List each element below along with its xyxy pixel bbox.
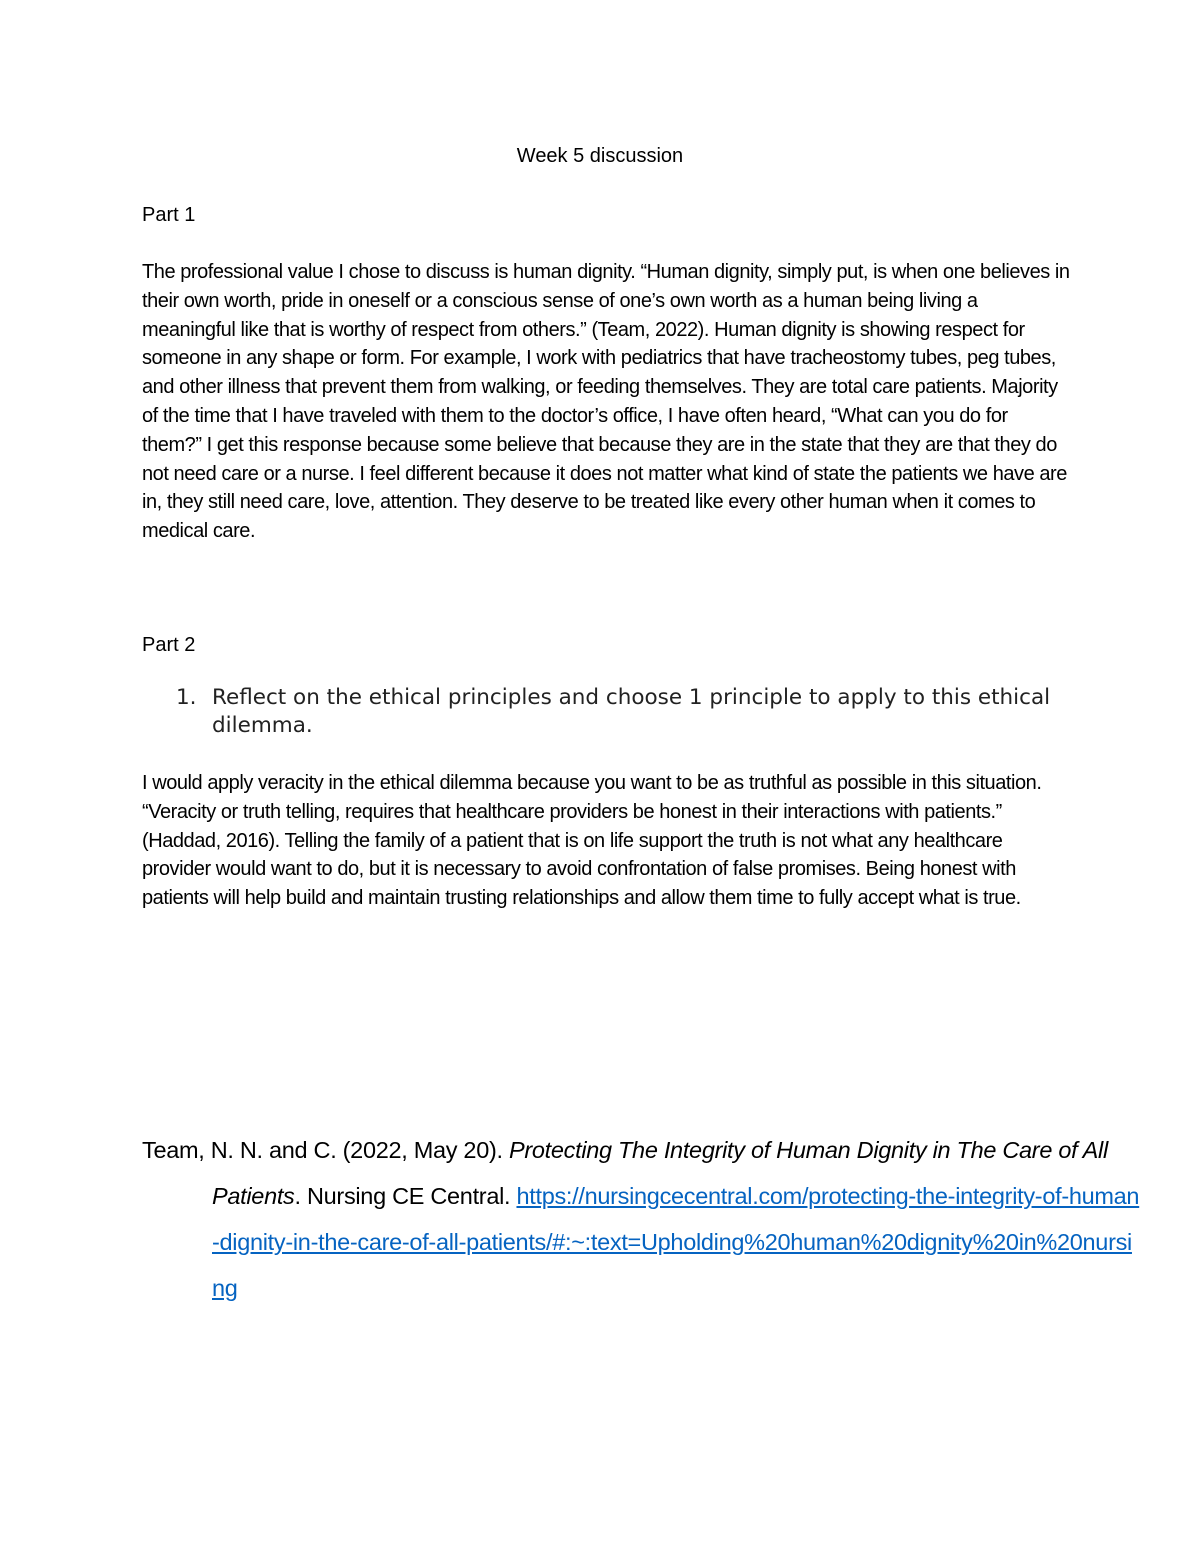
list-number: 1.	[176, 685, 197, 710]
part-2-paragraph: I would apply veracity in the ethical dilemma because you want to be as truthful as possible in this situation. “Veracity or truth telling, requires that healthcare providers be honest in their interactions with patients.” (Haddad, 2016). Telling the family of a patient that is on life support the truth is not what any healthcare provider would want to do, but it is necessary to avoid confrontation of false promises. Being honest with patients will help build and maintain trusting relationships and allow them time to fully accept what is true.	[142, 772, 1042, 910]
part-1-heading: Part 1	[142, 204, 196, 226]
reference-entry	[142, 1127, 1142, 1311]
part-2-heading: Part 2	[142, 634, 196, 656]
reference-title: Protecting The Integrity of Human Dignity in The Care of All Patients	[212, 1137, 1108, 1209]
list-item-text: Reflect on the ethical principles and choose 1 principle to apply to this ethical dilemma.	[212, 685, 1051, 738]
part-1-paragraph: The professional value I chose to discuss is human dignity. “Human dignity, simply put, is when one believes in their own worth, pride in oneself or a conscious sense of one’s own worth as a human being living a meaningful like that is worthy of respect from others.” (Team, 2022). Human dignity is showing respect for someone in any shape or form. For example, I work with pediatrics that have tracheostomy tubes, peg tubes, and other illness that prevent them from walking, or feeding themselves. They are total care patients. Majority of the time that I have traveled with them to the doctor’s office, I have often heard, “What can you do for them?” I get this response because some believe that because they are in the state that they are that they do not need care or a nurse. I feel different because it does not matter what kind of state the patients we have are in, they still need care, love, attention. They deserve to be treated like every other human when it comes to medical care.	[142, 261, 1070, 543]
reference-link[interactable]: https://nursingcecentral.com/protecting-the-integrity-of-human-dignity-in-the-care-of-all-patients/#:~:text=Upholding%20human%20dignity%20in%20nursing	[212, 1183, 1140, 1301]
numbered-list-item	[176, 684, 1056, 740]
reference-publisher: . Nursing CE Central.	[294, 1183, 517, 1209]
document-title: Week 5 discussion	[516, 145, 684, 167]
reference-authors: Team, N. N. and C. (2022, May 20).	[142, 1137, 509, 1163]
